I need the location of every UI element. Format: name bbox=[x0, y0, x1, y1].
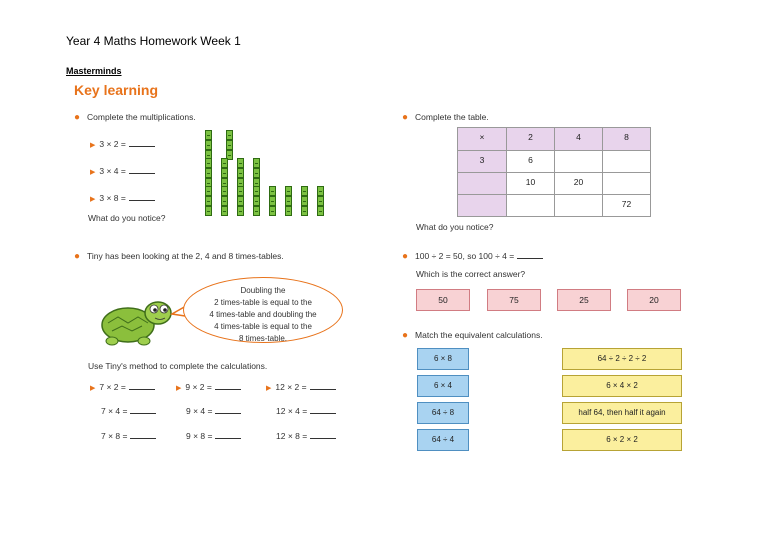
calc-item: 9 × 4 = bbox=[186, 406, 241, 416]
cube-icon bbox=[269, 206, 276, 216]
cube-icon bbox=[317, 196, 324, 206]
answer-line[interactable] bbox=[129, 167, 155, 174]
bullet-icon: ● bbox=[74, 112, 81, 123]
cube-icon bbox=[205, 140, 212, 150]
answer-line[interactable] bbox=[129, 140, 155, 147]
answer-line[interactable] bbox=[129, 383, 155, 390]
question-2: ● Tiny has been looking at the 2, 4 and 8 times-tables. bbox=[74, 251, 284, 262]
cube-icon bbox=[253, 158, 260, 168]
cube-icon bbox=[317, 206, 324, 216]
notice-prompt: What do you notice? bbox=[88, 213, 166, 223]
bullet-icon: ● bbox=[402, 251, 409, 262]
cube-icon bbox=[237, 168, 244, 178]
table-cell[interactable] bbox=[458, 195, 507, 217]
mult-row: ▶ 3 × 4 = bbox=[90, 166, 155, 176]
question-4-sub: Which is the correct answer? bbox=[416, 269, 526, 279]
cube-icon bbox=[237, 196, 244, 206]
calc-item: 12 × 8 = bbox=[276, 431, 336, 441]
calc-item: 7 × 8 = bbox=[101, 431, 156, 441]
cube-icon bbox=[237, 186, 244, 196]
table-cell: 20 bbox=[555, 173, 603, 195]
bullet-icon: ● bbox=[74, 251, 81, 262]
table-cell[interactable] bbox=[507, 195, 555, 217]
answer-line[interactable] bbox=[215, 407, 241, 414]
question-4: ● 100 ÷ 2 = 50, so 100 ÷ 4 = bbox=[402, 251, 543, 262]
method-prompt: Use Tiny's method to complete the calculations. bbox=[88, 361, 268, 371]
cube-icon bbox=[205, 196, 212, 206]
table-cell: × bbox=[458, 128, 507, 151]
answer-line[interactable] bbox=[310, 383, 336, 390]
key-learning-heading: Key learning bbox=[74, 82, 159, 98]
answer-option-20[interactable]: 20 bbox=[627, 289, 681, 311]
match-card-right[interactable]: half 64, then half it again bbox=[562, 402, 682, 424]
table-cell[interactable] bbox=[555, 195, 603, 217]
triangle-icon: ▶ bbox=[90, 142, 96, 149]
calc-item: ▶ 12 × 2 = bbox=[266, 382, 336, 392]
cube-icon bbox=[221, 168, 228, 178]
cube-icon bbox=[253, 186, 260, 196]
table-cell: 3 bbox=[458, 151, 507, 173]
match-card-left[interactable]: 64 ÷ 4 bbox=[417, 429, 469, 451]
calc-item: 9 × 8 = bbox=[186, 431, 241, 441]
cube-icon bbox=[285, 196, 292, 206]
cube-icon bbox=[253, 206, 260, 216]
cube-icon bbox=[301, 196, 308, 206]
cube-icon bbox=[205, 158, 212, 168]
table-cell: 2 bbox=[507, 128, 555, 151]
notice-prompt-2: What do you notice? bbox=[416, 222, 494, 232]
table-row bbox=[458, 151, 651, 173]
answer-line[interactable] bbox=[215, 383, 241, 390]
cube-icon bbox=[253, 196, 260, 206]
bullet-icon: ● bbox=[402, 330, 409, 341]
calc-item: 12 × 4 = bbox=[276, 406, 336, 416]
cube-icon bbox=[285, 206, 292, 216]
speech-bubble bbox=[183, 277, 343, 343]
question-5: ● Match the equivalent calculations. bbox=[402, 330, 543, 341]
cube-icon bbox=[205, 186, 212, 196]
answer-line[interactable] bbox=[129, 194, 155, 201]
triangle-icon: ▶ bbox=[266, 385, 272, 392]
bullet-icon: ● bbox=[402, 112, 409, 123]
calc-item: ▶ 7 × 2 = bbox=[90, 382, 155, 392]
table-row bbox=[458, 128, 651, 151]
table-cell[interactable] bbox=[555, 151, 603, 173]
speech-text: Doubling the 2 times-table is equal to the 4 times-table and doubling the 4 times-table is equal to the 8 times-table. bbox=[209, 286, 317, 343]
answer-option-50[interactable]: 50 bbox=[416, 289, 470, 311]
match-card-left[interactable]: 6 × 8 bbox=[417, 348, 469, 370]
triangle-icon: ▶ bbox=[176, 385, 182, 392]
table-cell: 72 bbox=[603, 195, 651, 217]
match-card-right[interactable]: 6 × 4 × 2 bbox=[562, 375, 682, 397]
match-card-left[interactable]: 64 ÷ 8 bbox=[417, 402, 469, 424]
answer-line[interactable] bbox=[130, 432, 156, 439]
triangle-icon: ▶ bbox=[90, 385, 96, 392]
answer-line[interactable] bbox=[517, 252, 543, 259]
calc-item: ▶ 9 × 2 = bbox=[176, 382, 241, 392]
match-card-right[interactable]: 64 ÷ 2 ÷ 2 ÷ 2 bbox=[562, 348, 682, 370]
table-cell: 8 bbox=[603, 128, 651, 151]
cube-icon bbox=[253, 168, 260, 178]
cube-icon bbox=[221, 186, 228, 196]
cube-icon bbox=[237, 206, 244, 216]
cube-icon bbox=[221, 196, 228, 206]
cube-icon bbox=[226, 130, 233, 140]
answer-option-25[interactable]: 25 bbox=[557, 289, 611, 311]
table-cell[interactable] bbox=[458, 173, 507, 195]
cube-icon bbox=[205, 130, 212, 140]
table-cell[interactable] bbox=[603, 173, 651, 195]
cube-icon bbox=[237, 158, 244, 168]
table-cell[interactable] bbox=[603, 151, 651, 173]
question-1: ● Complete the multiplications. bbox=[74, 112, 196, 123]
answer-line[interactable] bbox=[310, 407, 336, 414]
mult-row: ▶ 3 × 2 = bbox=[90, 139, 155, 149]
cube-icon bbox=[301, 206, 308, 216]
table-cell: 6 bbox=[507, 151, 555, 173]
cube-icon bbox=[226, 140, 233, 150]
cube-icon bbox=[269, 196, 276, 206]
table-cell: 4 bbox=[555, 128, 603, 151]
calc-item: 7 × 4 = bbox=[101, 406, 156, 416]
cube-icon bbox=[205, 206, 212, 216]
cube-icon bbox=[221, 158, 228, 168]
cube-icon bbox=[205, 168, 212, 178]
times-table bbox=[457, 127, 651, 217]
cube-icon bbox=[317, 186, 324, 196]
table-row bbox=[458, 173, 651, 195]
table-row bbox=[458, 195, 651, 217]
answer-line[interactable] bbox=[130, 407, 156, 414]
cube-icon bbox=[269, 186, 276, 196]
table-cell: 10 bbox=[507, 173, 555, 195]
cube-icon bbox=[285, 186, 292, 196]
question-3: ● Complete the table. bbox=[402, 112, 489, 123]
triangle-icon: ▶ bbox=[90, 169, 96, 176]
match-card-left[interactable]: 6 × 4 bbox=[417, 375, 469, 397]
answer-line[interactable] bbox=[215, 432, 241, 439]
tortoise-icon bbox=[98, 293, 180, 349]
triangle-icon: ▶ bbox=[90, 196, 96, 203]
match-card-right[interactable]: 6 × 2 × 2 bbox=[562, 429, 682, 451]
cube-icon bbox=[221, 206, 228, 216]
section-title: Masterminds bbox=[66, 66, 122, 76]
cube-icon bbox=[301, 186, 308, 196]
document-title: Year 4 Maths Homework Week 1 bbox=[66, 34, 241, 48]
answer-line[interactable] bbox=[310, 432, 336, 439]
answer-option-75[interactable]: 75 bbox=[487, 289, 541, 311]
mult-row: ▶ 3 × 8 = bbox=[90, 193, 155, 203]
